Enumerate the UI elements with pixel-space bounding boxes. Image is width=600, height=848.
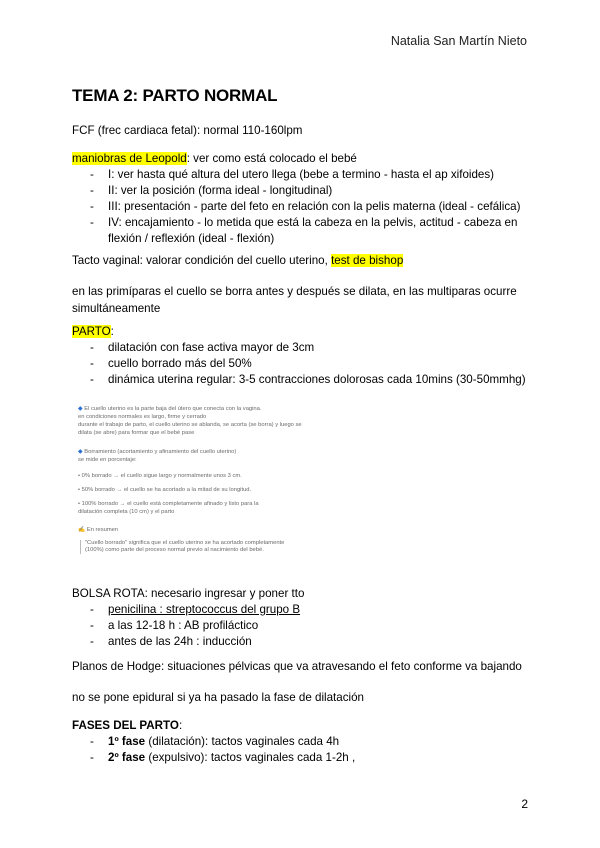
- list-item: - 1º fase (dilatación): tactos vaginales cada 4h: [72, 734, 355, 750]
- parto-highlight: PARTO: [72, 325, 111, 338]
- list-item: - III: presentación - parte del feto en relación con la pelis materna (ideal - cefálica): [72, 199, 528, 215]
- page-title: TEMA 2: PARTO NORMAL: [72, 86, 278, 105]
- pencil-icon: ✍: [78, 527, 86, 533]
- diamond-icon: ◆: [78, 406, 83, 412]
- leopold-heading: [72, 151, 357, 167]
- leopold-list: [72, 167, 528, 247]
- leopold-highlight: maniobras de Leopold: [72, 152, 187, 165]
- primiparas-line-1: en las primíparas el cuello se borra antes y después se dilata, en las multiparas ocurre: [72, 285, 517, 298]
- fcf-line: FCF (frec cardiaca fetal): normal 110-160lpm: [72, 124, 303, 137]
- list-item: - II: ver la posición (forma ideal - longitudinal): [72, 183, 528, 199]
- list-item: - a las 12-18 h : AB profiláctico: [72, 618, 300, 634]
- tacto-line: [72, 253, 403, 269]
- primiparas-line-2: simultáneamente: [72, 302, 161, 315]
- embedded-note-image: ◆ El cuello uterino es la parte baja del útero que conecta con la vagina. en condiciones normales es largo, firme y cerrado durante el trabajo de parto, el cuello uterino se ablanda, se acorta (se borra) y luego se dilata (se abre) para formar que el bebé pase ◆ Borramiento (acortamiento y afinamiento del cuello uterino) se mide en porcentaje: • 0% borrado → el cuello sigue largo y normalmente unos 3 cm. • 50% borrado → el cuello se ha acortado a la mitad de su longitud. • 100% borrado → el cuello está completamente afinado y listo para la dilatación completa (10 cm) y el parto ✍ En resumen "Cuello borrado" significa que el cuello uterino se ha acortado completamente (100%) como parte del proceso normal previo al nacimiento del bebé.: [78, 401, 328, 571]
- hodge-line: Planos de Hodge: situaciones pélvicas que va atravesando el feto conforme va bajando: [72, 660, 522, 673]
- diamond-icon: ◆: [78, 449, 83, 455]
- header-author: Natalia San Martín Nieto: [390, 34, 527, 48]
- page-number: 2: [521, 797, 528, 811]
- list-item: - antes de las 24h : inducción: [72, 634, 300, 650]
- list-item: - penicilina : streptococcus del grupo B: [72, 602, 300, 618]
- bolsa-heading: BOLSA ROTA: necesario ingresar y poner tto: [72, 587, 305, 600]
- list-item: - dilatación con fase activa mayor de 3cm: [72, 340, 526, 356]
- bishop-highlight: test de bishop: [331, 254, 404, 267]
- list-item: - dinámica uterina regular: 3-5 contracciones dolorosas cada 10mins (30-50mmhg): [72, 372, 526, 388]
- tacto-text: Tacto vaginal: valorar condición del cuello uterino,: [72, 254, 332, 267]
- list-item: - IV: encajamiento - lo metida que está la cabeza en la pelvis, actitud - cabeza en flexión / reflexión (ideal - flexión): [72, 215, 528, 247]
- summary-quote: "Cuello borrado" significa que el cuello uterino se ha acortado completamente (100%) como parte del proceso normal previo al nacimiento del bebé.: [80, 540, 329, 554]
- bolsa-list: [72, 602, 300, 650]
- list-item: - cuello borrado más del 50%: [72, 356, 526, 372]
- leopold-rest: : ver como está colocado el bebé: [186, 152, 357, 165]
- fases-list: [72, 734, 355, 766]
- parto-heading: PARTO:: [72, 325, 114, 338]
- epidural-line: no se pone epidural si ya ha pasado la fase de dilatación: [72, 691, 364, 704]
- parto-list: [72, 340, 526, 388]
- list-item: - I: ver hasta qué altura del utero llega (bebe a termino - hasta el ap xifoides): [72, 167, 528, 183]
- list-item: - 2º fase (expulsivo): tactos vaginales cada 1-2h ,: [72, 750, 355, 766]
- fases-heading: FASES DEL PARTO:: [72, 719, 183, 732]
